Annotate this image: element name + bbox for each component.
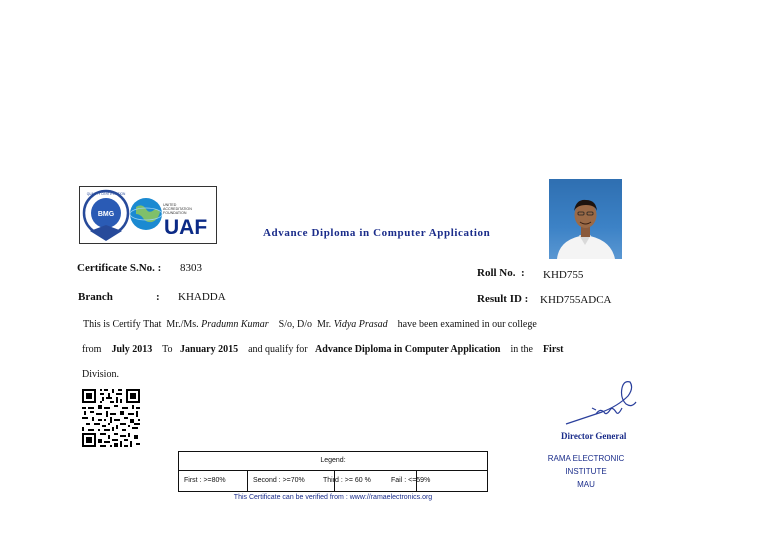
- student-photo: [549, 179, 622, 259]
- branch-label: Branch: [78, 291, 113, 303]
- brand-subtitle-2: ACCREDITATION: [163, 207, 192, 211]
- institute-name: RAMA ELECTRONIC INSTITUTE: [547, 454, 625, 476]
- roll-label: Roll No. :: [477, 267, 525, 279]
- institute-city: MAU: [577, 480, 595, 489]
- institute-info: [527, 452, 645, 491]
- legend-first: First : >=80%: [184, 477, 226, 484]
- division-value: First: [542, 344, 564, 355]
- quality-seal-icon: [84, 191, 128, 241]
- legend-fail-text: Fail : <=59%: [391, 477, 431, 484]
- course-title: Advance Diploma in Computer Application: [263, 227, 491, 239]
- legend-fail: [391, 470, 487, 492]
- relation-text: S/o, D/o: [278, 319, 313, 330]
- to-text: To: [162, 344, 173, 355]
- seal-ring-text: QUALITY CERTIFICATION: [86, 192, 126, 196]
- sno-value: 8303: [180, 262, 202, 274]
- from-date: July 2013: [111, 344, 153, 355]
- father-name: Vidya Prasad: [333, 319, 388, 330]
- qr-code-icon: [82, 389, 140, 447]
- examined-text: have been examined in our college: [397, 319, 537, 330]
- result-value: KHD755ADCA: [540, 294, 612, 306]
- legend-third-text: Third : >= 60 %: [323, 477, 371, 484]
- in-the-text: in the: [510, 344, 533, 355]
- body-line-2: [82, 344, 563, 355]
- candidate-name: Pradumn Kumar: [201, 319, 269, 330]
- brand-subtitle-1: UNITED: [163, 203, 177, 207]
- grade-legend: [178, 451, 488, 492]
- signature-icon: [562, 378, 638, 426]
- verify-note: This Certificate can be verified from : www://ramaelectronics.org: [233, 494, 433, 501]
- globe-icon: [130, 198, 162, 230]
- brand-subtitle-3: FOUNDATION: [163, 211, 187, 215]
- legend-heading: Legend:: [179, 452, 487, 471]
- father-prefix: Mr.: [317, 319, 332, 330]
- division-word: Division.: [82, 369, 119, 380]
- title-prefix: Mr./Ms.: [166, 319, 199, 330]
- from-text: from: [82, 344, 102, 355]
- certify-text: This is Certify That: [83, 319, 162, 330]
- seal-initials: BMG: [97, 211, 115, 218]
- branch-value: KHADDA: [178, 291, 226, 303]
- roll-value: KHD755: [543, 269, 584, 281]
- qualify-text: and qualify for: [248, 344, 308, 355]
- result-label: Result ID :: [477, 293, 529, 305]
- institute-logo: [79, 186, 217, 244]
- director-title: Director General: [561, 431, 627, 441]
- brand-wordmark: UAF: [164, 216, 208, 239]
- legend-second: Second : >=70%: [247, 470, 334, 492]
- body-line-1: [83, 319, 537, 330]
- course-name: Advance Diploma in Computer Application: [315, 344, 501, 355]
- sno-label: Certificate S.No. :: [77, 262, 162, 274]
- to-date: January 2015: [180, 344, 239, 355]
- branch-colon: :: [156, 291, 160, 303]
